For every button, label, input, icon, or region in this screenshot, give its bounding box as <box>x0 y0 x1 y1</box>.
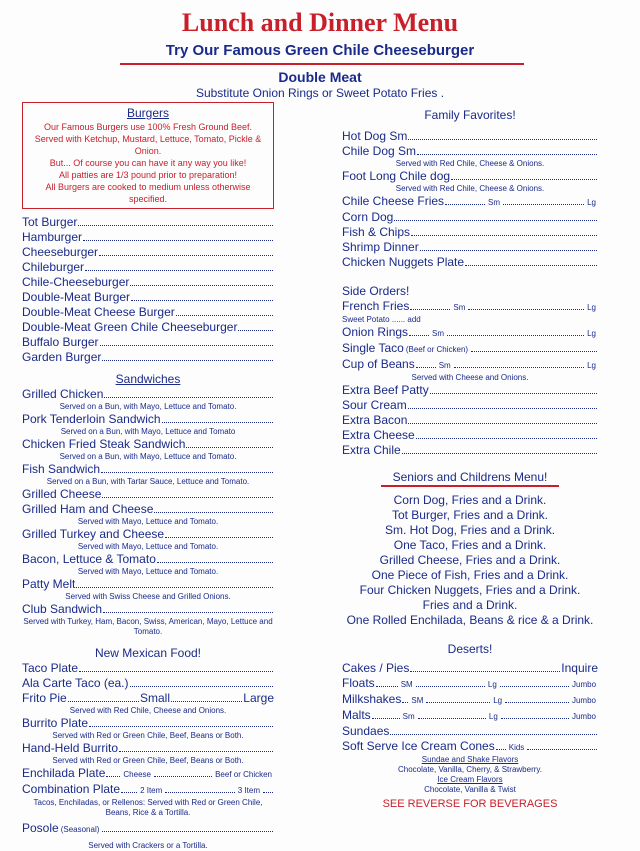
side-orders-heading: Side Orders! <box>342 284 410 298</box>
dot-leader <box>416 428 597 439</box>
item-name: Frito Pie <box>22 691 67 705</box>
new-mexican-heading: New Mexican Food! <box>94 646 202 660</box>
dot-leader <box>186 437 273 448</box>
dot-leader <box>402 692 408 703</box>
item-note: Served with Red Chile, Cheese & Onions. <box>395 184 545 193</box>
item-note: Served on a Bun, with Mayo, Lettuce and Tomato. <box>59 452 237 461</box>
item-name: Garden Burger <box>22 350 102 364</box>
menu-item <box>22 462 274 477</box>
dot-leader <box>83 230 273 241</box>
item-note: Served with Mayo, Lettuce and Tomato. <box>77 567 219 576</box>
menu-subtitle: Try Our Famous Green Chile Cheeseburger <box>165 42 475 59</box>
item-name: Hot Dog Sm <box>342 129 408 143</box>
new-mexican-list <box>22 661 274 851</box>
dot-leader <box>263 782 273 793</box>
item-name: Grilled Turkey and Cheese <box>22 527 165 541</box>
dot-leader <box>426 692 490 703</box>
size-label: Jumbo <box>572 680 597 689</box>
item-name: Cakes / Pies <box>342 661 410 675</box>
dot-leader <box>154 766 212 777</box>
dot-leader <box>79 661 273 672</box>
sundae-flavors-list: Chocolate, Vanilla, Cherry, & Strawberry. <box>397 765 543 774</box>
item-note: Served with Mayo, Lettuce and Tomato. <box>77 542 219 551</box>
item-name: Tot Burger <box>22 215 78 229</box>
size-label: Small <box>139 691 170 705</box>
menu-item <box>22 552 274 567</box>
menu-item <box>22 676 274 691</box>
menu-item <box>22 577 274 592</box>
dot-leader <box>410 661 560 672</box>
dot-leader <box>103 602 273 613</box>
dot-leader <box>471 341 597 352</box>
size-label: Large <box>243 691 274 705</box>
dot-leader <box>78 215 273 226</box>
right-column <box>342 108 598 811</box>
dot-leader <box>176 305 273 316</box>
dot-leader <box>409 325 429 336</box>
menu-item <box>342 661 598 676</box>
item-name: Sour Cream <box>342 398 407 412</box>
item-name: Chicken Nuggets Plate <box>342 255 465 269</box>
item-name: Combination Plate <box>22 782 121 796</box>
item-name: French Fries <box>342 299 410 313</box>
dot-leader <box>501 708 569 719</box>
dot-leader <box>104 387 273 398</box>
item-note: Served with Cheese and Onions. <box>411 373 529 382</box>
dot-leader <box>100 335 274 346</box>
dot-leader <box>390 724 597 735</box>
menu-item <box>22 230 274 245</box>
menu-item <box>342 357 598 373</box>
double-meat-heading: Double Meat <box>278 69 362 85</box>
menu-item <box>342 255 598 270</box>
item-name: Buffalo Burger <box>22 335 99 349</box>
item-name: Hand-Held Burrito <box>22 741 119 755</box>
item-note: Served with Red or Green Chile, Beef, Beans or Both. <box>52 731 244 740</box>
menu-item <box>22 527 274 542</box>
item-name: Grilled Cheese <box>22 487 102 501</box>
menu-item <box>342 383 598 398</box>
size-label: Sm <box>402 712 415 721</box>
dot-leader <box>465 255 597 266</box>
dot-leader <box>417 144 597 155</box>
sweet-potato-note: Sweet Potato ...... add <box>342 315 421 324</box>
dot-leader <box>99 245 273 256</box>
dot-leader <box>454 357 584 368</box>
item-note: Served with Red Chile, Cheese and Onions. <box>69 706 227 715</box>
sundae-flavors-heading: Sundae and Shake Flavors <box>421 755 519 764</box>
dot-leader <box>376 676 398 687</box>
dot-leader <box>408 129 597 140</box>
menu-item <box>342 341 598 357</box>
menu-item <box>342 240 598 255</box>
dot-leader <box>445 194 485 205</box>
item-note: Served with Crackers or a Tortilla. <box>88 841 208 850</box>
ice-cream-flavors-heading: Ice Cream Flavors <box>437 775 503 784</box>
dot-leader <box>165 527 273 538</box>
item-name: Chile-Cheeseburger <box>22 275 130 289</box>
item-note: Served with Turkey, Ham, Bacon, Swiss, American, Mayo, Lettuce and Tomato. <box>23 617 273 636</box>
menu-item <box>342 443 598 458</box>
seniors-item: Sm. Hot Dog, Fries and a Drink. <box>384 523 556 537</box>
menu-item <box>22 215 274 230</box>
size-label: Kids <box>508 743 525 752</box>
seniors-item: Grilled Cheese, Fries and a Drink. <box>379 553 561 567</box>
item-note: Tacos, Enchiladas, or Rellenos: Served with Red or Green Chile, Beans, Rice & a Tortilla. <box>33 798 263 817</box>
size-label: Jumbo <box>571 712 596 721</box>
menu-item <box>22 290 274 305</box>
item-name: Hamburger <box>22 230 83 244</box>
size-label: SM <box>411 696 424 705</box>
menu-title: Lunch and Dinner Menu <box>181 8 459 37</box>
menu-item <box>22 661 274 676</box>
burger-info-line: But... Of course you can have it any way you like! <box>49 158 247 168</box>
left-column <box>22 102 274 851</box>
item-name: Fish Sandwich <box>22 462 101 476</box>
dot-leader <box>372 708 400 719</box>
price-label: Inquire <box>561 661 598 675</box>
size-label: Lg <box>587 329 596 338</box>
item-name: Cheeseburger <box>22 245 99 259</box>
subtitle-underline <box>120 63 524 65</box>
dot-leader <box>447 325 584 336</box>
item-qualifier: (Seasonal) <box>60 825 100 834</box>
dot-leader <box>130 676 274 687</box>
option-label: 2 Item <box>140 786 163 795</box>
item-note: Served on a Bun, with Mayo, Lettuce and Tomato. <box>59 402 237 411</box>
dot-leader <box>503 194 584 205</box>
size-label: Lg <box>587 361 596 370</box>
item-name: Foot Long Chile dog <box>342 169 451 183</box>
item-name: Burrito Plate <box>22 716 89 730</box>
item-name: Corn Dog <box>342 210 394 224</box>
dot-leader <box>496 739 506 750</box>
menu-item <box>342 210 598 225</box>
item-name: Chicken Fried Steak Sandwich <box>22 437 186 451</box>
menu-item <box>22 245 274 260</box>
see-reverse-note: SEE REVERSE FOR BEVERAGES <box>382 798 558 810</box>
item-name: Grilled Ham and Cheese <box>22 502 154 516</box>
item-name: Chile Cheese Fries <box>342 194 445 208</box>
size-label: Lg <box>488 712 498 721</box>
size-label: Sm <box>432 329 445 338</box>
dot-leader <box>130 275 273 286</box>
item-name: Fish & Chips <box>342 225 411 239</box>
menu-item <box>22 260 274 275</box>
menu-item <box>22 602 274 617</box>
menu-item <box>22 275 274 290</box>
dot-leader <box>408 398 597 409</box>
size-label: Lg <box>487 680 497 689</box>
menu-item <box>342 325 598 341</box>
ice-cream-flavors-list: Chocolate, Vanilla & Twist <box>424 785 516 794</box>
item-name: Extra Cheese <box>342 428 415 442</box>
item-name: Milkshakes <box>342 692 402 706</box>
item-qualifier: (Beef or Chicken) <box>405 345 469 354</box>
seniors-item: One Piece of Fish, Fries and a Drink. <box>371 568 569 582</box>
seniors-item: Tot Burger, Fries and a Drink. <box>391 508 549 522</box>
dot-leader <box>89 716 273 727</box>
dot-leader <box>527 739 597 750</box>
menu-item <box>22 821 274 837</box>
menu-item <box>342 299 598 315</box>
sandwiches-heading: Sandwiches <box>115 372 181 386</box>
deserts-heading: Deserts! <box>447 642 493 656</box>
dot-leader <box>102 821 273 832</box>
item-note: Served with Mayo, Lettuce and Tomato. <box>77 517 219 526</box>
item-name: Onion Rings <box>342 325 409 339</box>
size-label: Jumbo <box>571 696 596 705</box>
dot-leader <box>238 320 273 331</box>
menu-item <box>342 225 598 240</box>
dot-leader <box>394 210 597 221</box>
dot-leader <box>101 462 273 473</box>
menu-item <box>342 692 598 708</box>
dot-leader <box>468 299 584 310</box>
dot-leader <box>402 443 597 454</box>
dot-leader <box>420 240 597 251</box>
option-label: 3 Item <box>237 786 260 795</box>
menu-item <box>342 129 598 144</box>
dot-leader <box>154 502 273 513</box>
menu-item <box>22 766 274 782</box>
item-name: Extra Beef Patty <box>342 383 429 397</box>
menu-item <box>22 691 274 706</box>
size-label: Lg <box>587 198 596 207</box>
seniors-item: Fries and a Drink. <box>422 598 518 612</box>
dot-leader <box>416 357 436 368</box>
menu-item <box>22 487 274 502</box>
item-name: Pork Tenderloin Sandwich <box>22 412 161 426</box>
item-name: Extra Bacon <box>342 413 408 427</box>
item-name: Shrimp Dinner <box>342 240 419 254</box>
sandwich-list <box>22 387 274 637</box>
size-label: SM <box>400 680 413 689</box>
item-name: Soft Serve Ice Cream Cones <box>342 739 495 753</box>
menu-item <box>342 398 598 413</box>
menu-item <box>22 350 274 365</box>
burgers-heading: Burgers <box>126 106 170 120</box>
seniors-heading: Seniors and Childrens Menu! <box>392 470 548 484</box>
item-note: Served with Red or Green Chile, Beef, Beans or Both. <box>52 756 244 765</box>
menu-item <box>342 676 598 692</box>
size-label: Lg <box>587 303 596 312</box>
size-label: Sm <box>488 198 501 207</box>
dot-leader <box>76 577 273 588</box>
item-name: Chile Dog Sm <box>342 144 417 158</box>
option-label: Beef or Chicken <box>215 770 272 779</box>
dot-leader <box>165 782 234 793</box>
burger-info-line: All patties are 1/3 pound prior to preparation! <box>58 170 238 180</box>
burger-info-line: All Burgers are cooked to medium unless otherwise specified. <box>45 182 251 204</box>
item-name: Cup of Beans <box>342 357 415 371</box>
menu-item <box>342 708 598 724</box>
dot-leader <box>418 708 486 719</box>
substitute-note: Substitute Onion Rings or Sweet Potato Fries . <box>195 86 445 100</box>
burger-info-line: Served with Ketchup, Mustard, Lettuce, Tomato, Pickle & Onion. <box>34 134 262 156</box>
item-name: Taco Plate <box>22 661 79 675</box>
menu-item <box>22 502 274 517</box>
dot-leader <box>85 260 273 271</box>
item-name: Double-Meat Cheese Burger <box>22 305 175 319</box>
size-label: Sm <box>438 361 451 370</box>
size-label: Sm <box>453 303 466 312</box>
item-name: Chileburger <box>22 260 85 274</box>
dot-leader <box>102 487 273 498</box>
item-note: Served with Red Chile, Cheese & Onions. <box>395 159 545 168</box>
burger-list <box>22 215 274 365</box>
menu-item <box>22 437 274 452</box>
seniors-item: One Taco, Fries and a Drink. <box>393 538 547 552</box>
dot-leader <box>430 383 597 394</box>
option-label: Cheese <box>123 770 151 779</box>
item-name: Ala Carte Taco (ea.) <box>22 676 129 690</box>
item-name: Malts <box>342 708 371 722</box>
menu-item <box>22 782 274 798</box>
menu-item <box>22 716 274 731</box>
seniors-item: One Rolled Enchilada, Beans & rice & a Drink. <box>346 613 594 627</box>
dot-leader <box>411 225 597 236</box>
item-name: Posole <box>22 821 59 835</box>
menu-item <box>342 194 598 210</box>
seniors-item: Corn Dog, Fries and a Drink. <box>393 493 547 507</box>
menu-item <box>22 387 274 402</box>
item-name: Double-Meat Burger <box>22 290 131 304</box>
menu-item <box>22 335 274 350</box>
menu-item <box>342 144 598 159</box>
dot-leader <box>408 413 597 424</box>
dot-leader <box>119 741 273 752</box>
menu-item <box>22 741 274 756</box>
dot-leader <box>131 290 273 301</box>
dot-leader <box>416 676 485 687</box>
dot-leader <box>68 691 139 702</box>
item-name: Club Sandwich <box>22 602 103 616</box>
item-name: Single Taco <box>342 341 404 355</box>
dot-leader <box>157 552 273 563</box>
family-favorites-heading: Family Favorites! <box>424 108 516 122</box>
menu-item <box>22 320 274 335</box>
menu-item <box>22 305 274 320</box>
menu-item <box>342 169 598 184</box>
dot-leader <box>106 766 120 777</box>
menu-item <box>342 739 598 755</box>
dot-leader <box>451 169 597 180</box>
item-name: Extra Chile <box>342 443 401 457</box>
menu-item <box>342 428 598 443</box>
dot-leader <box>162 412 273 423</box>
seniors-item: Four Chicken Nuggets, Fries and a Drink. <box>359 583 581 597</box>
item-note: Served on a Bun, with Tartar Sauce, Lettuce and Tomato. <box>46 477 250 486</box>
dot-leader <box>410 299 450 310</box>
dot-leader <box>171 691 242 702</box>
menu-item <box>342 413 598 428</box>
item-name: Floats <box>342 676 375 690</box>
item-name: Sundaes <box>342 724 390 738</box>
dot-leader <box>102 350 273 361</box>
menu-item <box>22 412 274 427</box>
burgers-info-box <box>22 102 274 209</box>
item-name: Patty Melt <box>22 577 76 591</box>
item-name: Grilled Chicken <box>22 387 104 401</box>
item-name: Bacon, Lettuce & Tomato <box>22 552 156 566</box>
dot-leader <box>121 782 137 793</box>
dot-leader <box>505 692 569 703</box>
item-name: Double-Meat Green Chile Cheeseburger <box>22 320 238 334</box>
burger-info-line: Our Famous Burgers use 100% Fresh Ground Beef. <box>43 122 253 132</box>
item-note: Served on a Bun, with Mayo, Lettuce and Tomato <box>60 427 236 436</box>
menu-item <box>342 724 598 739</box>
item-name: Enchilada Plate <box>22 766 106 780</box>
item-note: Served with Swiss Cheese and Grilled Onions. <box>65 592 231 601</box>
dot-leader <box>500 676 569 687</box>
size-label: Lg <box>493 696 503 705</box>
